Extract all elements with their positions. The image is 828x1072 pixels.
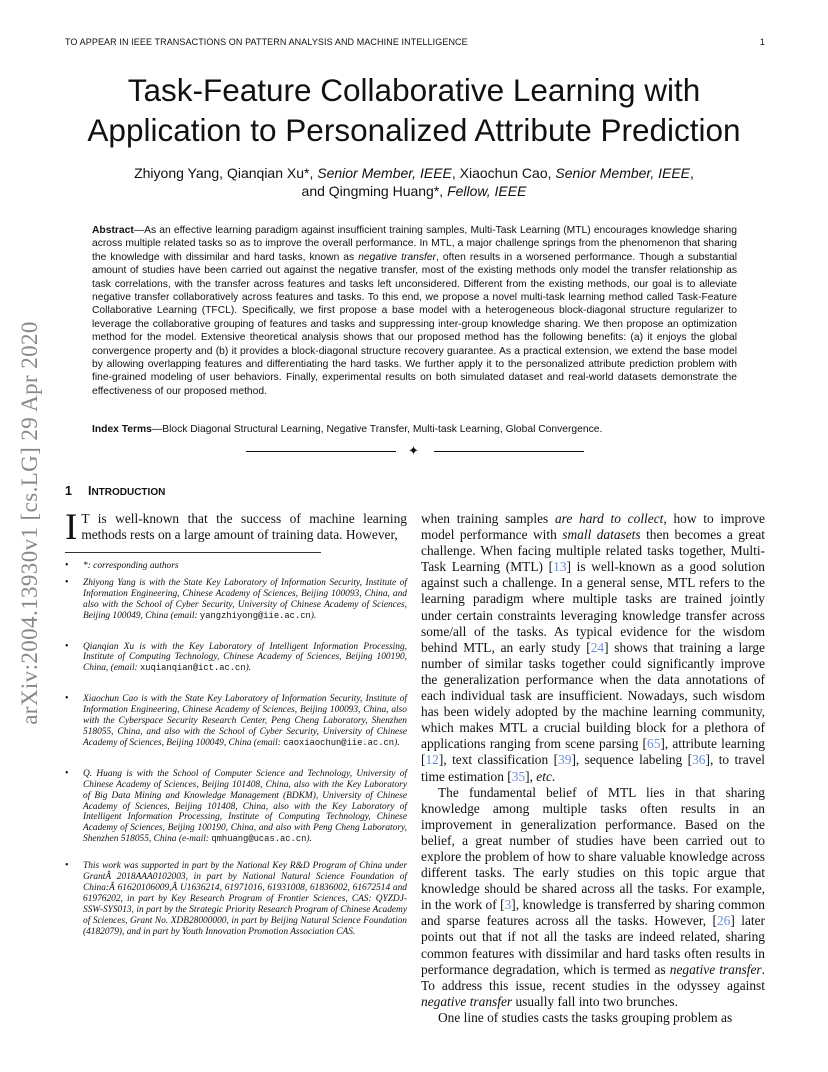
footnote-item (65, 561, 407, 572)
footnote-text: This work was supported in part by the National Key R&D Program of China under GrantÂ 2018AAA0102003, in part by National Natural Science Foundation of China:Â 61620106009,Â U1636214, 61971016, 61931008, 61836002, 61672514 and 61976202, in part by Key Research Program of Frontier Sciences, CAS: QYZDJ-SSW-SYS013, in part by the Strategic Priority Research Program of Chinese Academy of Sciences, Grant No. XDB28000000, in part by Beijing Natural Science Foundation (4182079), and in part by Youth Innovation Promotion Association CAS. (83, 861, 407, 937)
running-head (65, 37, 765, 47)
section-number: 1 (65, 484, 72, 498)
emphasis: etc (536, 768, 552, 784)
separator-diamond-icon: ✦ (408, 443, 419, 458)
drop-cap: I (65, 507, 78, 548)
author-list (80, 164, 748, 200)
arxiv-stamp (10, 288, 50, 758)
paragraph (421, 511, 765, 785)
citation-link[interactable]: 36 (692, 752, 706, 768)
footnote-text: ). (310, 610, 317, 621)
footnote-item (65, 694, 407, 749)
body-text: ], (525, 768, 537, 784)
footnote-item (65, 861, 407, 937)
citation-link[interactable]: 13 (553, 559, 567, 575)
section-title-rest: NTRODUCTION (91, 487, 166, 498)
footnote-item (65, 769, 407, 845)
citation-link[interactable]: 35 (511, 768, 526, 784)
footnote-text: Q. Huang is with the School of Computer Science and Technology, University of Chinese Academy of Sciences, Beijing 101408, China, also with the Key Laboratory of Big Data Mining and Knowledge Management (BDKM), University of Chinese Academy of Sciences, Beijing 101408, China, also with the Key Laboratory of Intelligent Information Processing, Institute of Computing Technology, Chinese Academy of Sciences, Beijing 100190, China, and also with Peng Cheng Laboratory, Shenzhen 518055, China (e-mail: (83, 768, 407, 845)
footnote-text: Xiaochun Cao is with the State Key Laboratory of Information Security, Institute of Information Engineering, Chinese Academy of Sciences, Beijing 100093, China, also with the Cyberspace Security Research Center, Peng Cheng Laboratory, Shenzhen 518055, China, and also with the School of Cyber Security, University of Chinese Academy of Sciences, Beijing 100049, China (email: (83, 694, 407, 748)
email-address: qmhuang@ucas.ac.cn (211, 834, 307, 845)
body-text: , how to improve model performance with (421, 511, 765, 543)
author-role-1: Senior Member, IEEE (317, 165, 452, 181)
body-text: then becomes a great challenge. When facing multiple related tasks together, Multi-Task Learning (MTL) [ (421, 527, 765, 575)
page-number: 1 (759, 37, 765, 47)
abstract-label: Abstract (92, 225, 134, 236)
footnote-rule (65, 552, 321, 553)
intro-left-body: T is well-known that the success of machine learning methods rests on a large amount of training data. However, (81, 511, 407, 543)
author-names-2: , Xiaochun Cao, (451, 165, 556, 181)
footnote-item (65, 578, 407, 622)
author-sep: , (690, 165, 694, 181)
right-column (421, 511, 765, 1026)
citation-link[interactable]: 65 (647, 736, 661, 752)
emphasis: small datasets (562, 527, 641, 543)
body-text: One line of studies casts the tasks grouping problem as (438, 1009, 733, 1025)
citation-link[interactable]: 39 (558, 752, 572, 768)
emphasis: negative transfer (669, 961, 762, 977)
emphasis: negative transfer (421, 993, 513, 1009)
footnote-text: Qianqian Xu is with the Key Laboratory of Intelligent Information Processing, Institute of Computing Technology, Chinese Academy of Sciences, Beijing 100190, China, (email: (83, 641, 407, 674)
body-text: ], knowledge is transferred by sharing common and sparse features across all the tasks. However, [ (421, 897, 765, 929)
body-text: usually fall into two brunches. (512, 993, 678, 1009)
index-terms (92, 423, 737, 436)
citation-link[interactable]: 24 (590, 639, 605, 655)
body-text: ], sequence labeling [ (571, 752, 693, 768)
body-text: . (551, 768, 556, 784)
body-text: ] is well-known as a good solution against such a challenge. In a general sense, MTL refers to the learning paradigm where multiple tasks are trained jointly under certain constraints leveraging knowledge transfer across some/all of the tasks. As typical evidence for the wisdom behind MTL, an early study [ (421, 559, 765, 655)
intro-left-text (65, 507, 407, 548)
email-address: xuqianqian@ict.ac.cn (140, 663, 246, 674)
paragraph (421, 1010, 765, 1026)
index-terms-label: Index Terms (92, 424, 152, 435)
abstract-emphasis: negative transfer (358, 251, 437, 263)
footnote-text: *: corresponding authors (83, 561, 179, 571)
body-text: ], attribute learning [ (421, 736, 765, 768)
paper-title (60, 70, 768, 150)
author-role-2: Senior Member, IEEE (555, 165, 691, 181)
body-text: . To address this issue, recent studies in the odyssey against (421, 961, 766, 993)
footnotes (65, 561, 407, 937)
footnote-text: ). (306, 834, 312, 845)
footnote-text: ). (394, 737, 400, 748)
citation-link[interactable]: 26 (716, 913, 731, 929)
emphasis: are hard to collect (554, 511, 664, 526)
index-terms-text: —Block Diagonal Structural Learning, Negative Transfer, Multi-task Learning, Global Convergence. (151, 424, 603, 435)
author-names-3: and Qingming Huang*, (301, 183, 448, 199)
journal-header: TO APPEAR IN IEEE TRANSACTIONS ON PATTERN ANALYSIS AND MACHINE INTELLIGENCE (65, 37, 468, 47)
author-role-3: Fellow, IEEE (447, 183, 527, 199)
abstract (92, 224, 737, 398)
author-line-2 (80, 182, 748, 200)
footnote-text: ). (245, 663, 252, 674)
body-text: The fundamental belief of MTL lies in that sharing knowledge among multiple tasks often results in an improvement in generalization performance. Based on the belief, a great number of studies have been carried out to explore the problem of how to share valuable knowledge across different tasks. The early studies on this topic argue that knowledge should be shared across all the tasks. For example, in the work of [ (421, 784, 765, 913)
body-text: ], to travel time estimation [ (421, 752, 765, 784)
abstract-text-1: —As an effective learning paradigm against insufficient training samples, Multi-Task Learning (MTL) encourages knowledge sharing across multiple related tasks so as to improve the overall performance. In MTL, a major challenge springs from the phenomenon that sharing the knowledge with dissimilar and hard tasks, known as (92, 225, 737, 263)
section-title-initial: I (87, 484, 92, 498)
title-line-1: Task-Feature Collaborative Learning with (127, 72, 701, 108)
author-line-1 (80, 164, 748, 182)
footnote-text: Zhiyong Yang is with the State Key Laboratory of Information Security, Institute of Information Engineering, Chinese Academy of Sciences, Beijing 100093, China, and also with the School of Cyber Security, University of Chinese Academy of Sciences, Beijing 100049, China (email: (83, 577, 407, 621)
body-text: ] shows that training a large number of similar tasks together could significantly improve the generalization performance when the data annotations of each individual task are insufficient. Nowadays, such wisdom has been widely adopted by the machine learning community, which makes MTL a crucial building block for a plethora of applications ranging from scene parsing [ (421, 639, 765, 752)
body-text: ], text classification [ (438, 752, 559, 768)
abstract-text-2: , often results in a worsened performance. Though a substantial amount of studies have been carried out against the negative transfer, most of the existing methods only model the transfer relationship as task correlations, with the transfer across features and tasks left unconsidered. Different from the existing methods, our goal is to alleviate negative transfer collaboratively across features and tasks. To this end, we propose a novel multi-task learning method called Task-Feature Collaborative Learning (TFCL). Specifically, we first propose a base model with a heterogeneous block-diagonal structure regularizer to leverage the collaborative grouping of features and tasks and suppressing inter-group knowledge sharing. We then propose an optimization method for the model. Extensive theoretical analysis shows that our proposed method has the following benefits: (a) it enjoys the global convergence property and (b) it provides a block-diagonal structure recovery guarantee. As a practical extension, we extend the base model by allowing overlapping features and differentiating the hard tasks. We further apply it to the personalized attribute prediction problem with fine-grained modeling of user behaviors. Finally, experimental results on both simulated dataset and real-world datasets demonstrate the effectiveness of our proposed method. (92, 251, 737, 397)
author-names-1: Zhiyong Yang, Qianqian Xu*, (134, 165, 318, 181)
arxiv-identifier: arXiv:2004.13930v1 [cs.LG] 29 Apr 2020 (17, 321, 42, 725)
footnote-item (65, 642, 407, 675)
body-text: when training samples (421, 511, 555, 526)
separator-line-right (434, 451, 584, 452)
title-line-2: Application to Personalized Attribute Prediction (87, 112, 741, 148)
body-text: ] later points out that if not all the tasks are indeed related, sharing common features with dissimilar and hard tasks often results in performance degradation, which is termed as (421, 913, 766, 977)
citation-link[interactable]: 12 (425, 752, 439, 768)
citation-link[interactable]: 3 (504, 897, 512, 913)
paragraph (421, 785, 765, 1010)
section-separator (246, 443, 584, 459)
section-heading (65, 484, 165, 498)
email-address: caoxiaochun@iie.ac.cn (283, 737, 395, 748)
separator-line-left (246, 451, 396, 452)
email-address: yangzhiyong@iie.ac.cn (199, 610, 311, 621)
